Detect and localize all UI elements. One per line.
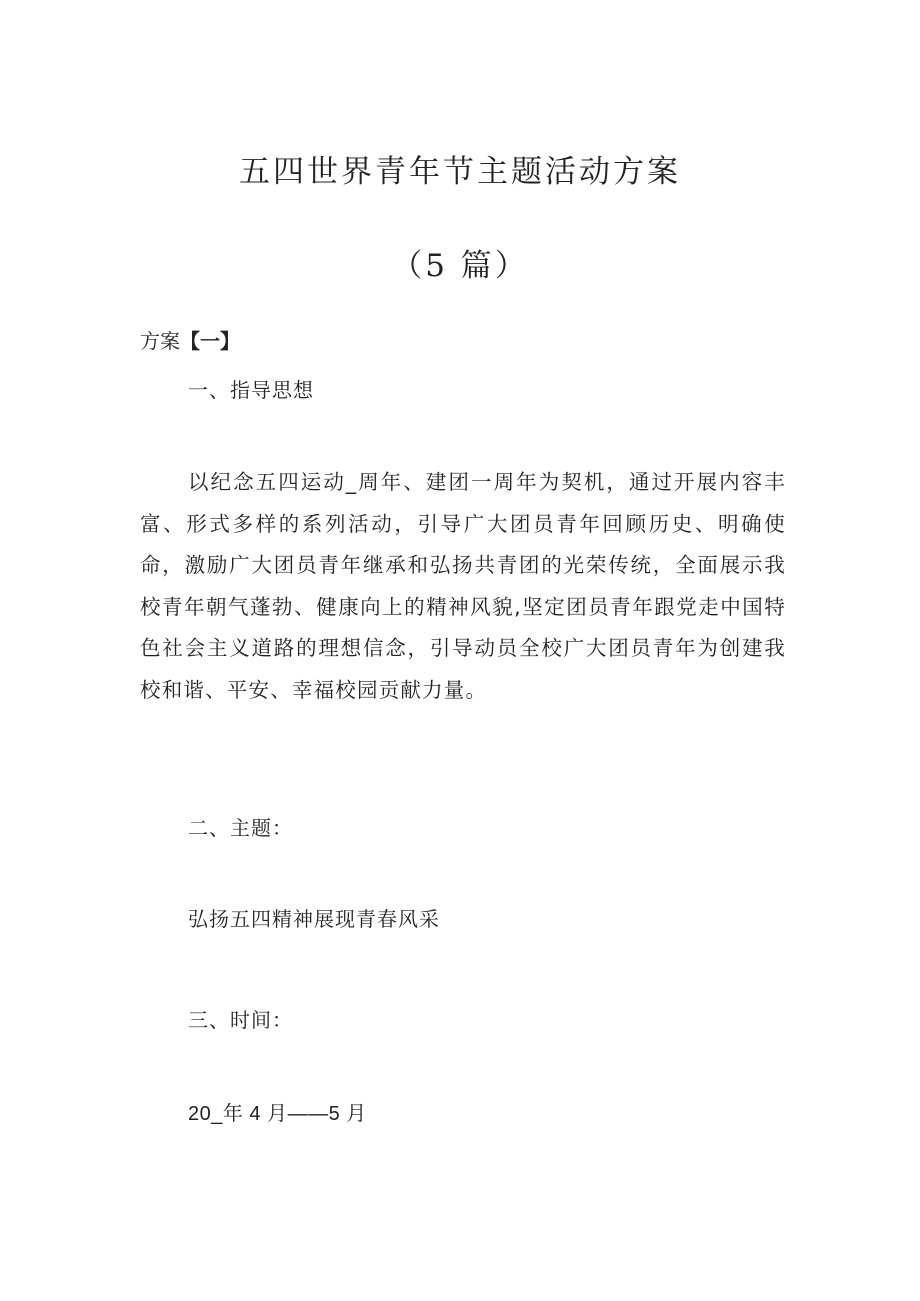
- section-heading-time: 三、时间：: [188, 1008, 293, 1032]
- document-subtitle: （5 篇）: [391, 248, 529, 284]
- time-text: 20_年 4 月——5 月: [188, 1103, 367, 1125]
- plan-label: [140, 325, 240, 354]
- plan-label-prefix: 方案: [140, 329, 180, 353]
- theme-text: 弘扬五四精神展现青春风采: [188, 907, 440, 931]
- document-title: 五四世界青年节主题活动方案: [239, 154, 681, 190]
- section-heading-guiding: 一、指导思想: [188, 378, 314, 402]
- plan-label-number: 【一】: [180, 329, 240, 353]
- section-heading-theme: 二、主题：: [188, 816, 293, 840]
- guiding-paragraph: 以纪念五四运动_周年、建团一周年为契机，通过开展内容丰富、形式多样的系列活动，引导广大团员青年回顾历史、明确使命，激励广大团员青年继承和弘扬共青团的光荣传统，全面展示我校青年朝气蓬勃、健康向上的精神风貌,坚定团员青年跟党走中国特色社会主义道路的理想信念，引导动员全校广大团员青年为创建我校和谐、平安、幸福校园贡献力量。: [140, 470, 786, 702]
